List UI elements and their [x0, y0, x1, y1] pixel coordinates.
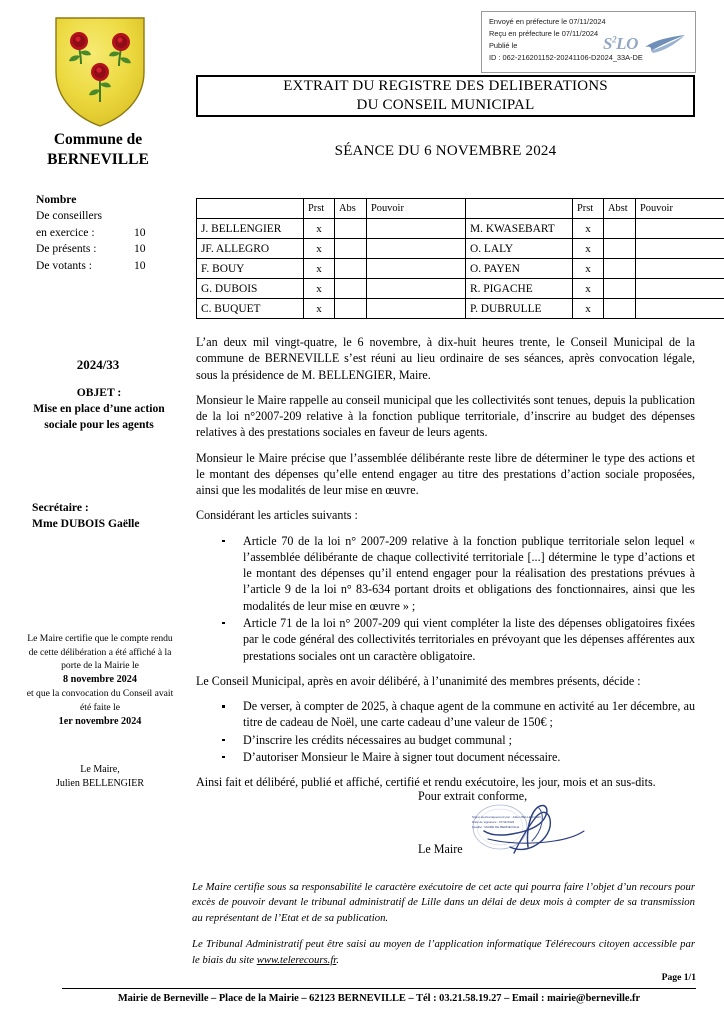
session-date-heading: SÉANCE DU 6 NOVEMBRE 2024 [334, 143, 557, 159]
nombre-row-en-exercice [36, 225, 158, 241]
cell-right-prst: x [573, 219, 604, 239]
body-paragraph-1: L’an deux mil vingt-quatre, le 6 novembre, à dix-huit heures trente, le Conseil Municipal de la commune de BERNEVILLE s’est réuni au lieu ordinaire de ses séances, après convocation légale, sous la présidence de M. BELLENGIER, Maire. [196, 335, 695, 382]
cell-left-abs [335, 239, 367, 259]
title-line-1: EXTRAIT DU REGISTRE DES DELIBERATIONS [283, 78, 608, 95]
stamp-id-line: ID : 062-216201152-20241106-D2024_33A-DE [489, 52, 643, 62]
commune-coat-of-arms [48, 14, 152, 130]
legal-paragraph-2-text: Le Tribunal Administratif peut être saisi au moyen de l’application informatique Télérecours citoyen accessible par le biais du site [192, 938, 695, 966]
table-row [197, 219, 724, 239]
nombre-heading: Nombre [36, 193, 77, 206]
col-right-abst: Abst [604, 199, 636, 219]
posting-certification-block [22, 632, 178, 729]
table-header-row [197, 199, 724, 219]
cell-right-pouvoir [636, 259, 724, 279]
commune-title: BERNEVILLE [47, 150, 149, 168]
posting-date-2: 1er novembre 2024 [58, 715, 142, 727]
document-title-box [196, 75, 695, 117]
col-left-name [197, 199, 304, 219]
commune-prefix: Commune de [53, 131, 143, 148]
cell-right-pouvoir [636, 279, 724, 299]
le-maire-label: Le Maire [418, 842, 463, 856]
title-line-2: DU CONSEIL MUNICIPAL [356, 97, 535, 113]
cell-left-prst: x [304, 219, 335, 239]
cell-right-abst [604, 219, 636, 239]
list-item: De verser, à compter de 2025, à chaque agent de la commune en activité au 1er décembre, au titre de cadeau de Noël, une carte cadeau d’une valeur de 150€ ; [196, 698, 695, 731]
posting-line-1: Le Maire certifie que le compte rendu de cette délibération a été affiché à la porte de la Mairie le [27, 633, 173, 672]
nombre-subheading: De conseillers [36, 209, 102, 223]
list-item: Article 70 de la loi n° 2007-209 relative à la fonction publique territoriale selon lequel « l’assemblée délibérante de chaque collectivité territoriale [...] détermine le type d’actions et le montant des dépenses qu’il entend engager pour la réalisation des prestations prévues à l’article 9 de la loi n° 83-634 portant droits et obligations des fonctionnaires, ainsi que les modalités de leur mise en œuvre » ; [196, 533, 695, 614]
slo-logo-s: S [603, 34, 613, 53]
table-row [197, 299, 724, 319]
cell-right-prst: x [573, 279, 604, 299]
nombre-label-votants: De votants : [36, 258, 93, 272]
nombre-value-votants: 10 [134, 258, 146, 272]
commune-name-block [0, 130, 196, 170]
objet-block [18, 385, 180, 434]
body-paragraph-2: Monsieur le Maire rappelle au conseil municipal que les collectivités sont tenues, depuis la publication de la loi n°2007-209 relative à la fonction publique territoriale, d’inscrire au budget des dépenses relatives à des prestations sociales en faveur de leurs agents. [196, 392, 695, 440]
prefecture-stamp-box [481, 11, 696, 73]
council-count-block [36, 192, 196, 274]
col-left-prst: Prst [304, 199, 335, 219]
cell-left-name: J. BELLENGIER [197, 219, 304, 239]
sidebar-mayor-label: Le Maire, [80, 764, 120, 775]
deliberation-number: 2024/33 [76, 357, 120, 372]
cell-left-prst: x [304, 279, 335, 299]
telerecours-link[interactable]: www.telerecours.fr [256, 953, 337, 966]
col-right-name [466, 199, 573, 219]
secretary-name: Mme DUBOIS Gaëlle [32, 517, 140, 531]
cell-right-pouvoir [636, 219, 724, 239]
cell-left-prst: x [304, 259, 335, 279]
footer-contact-line: Mairie de Berneville – Place de la Mairie – 62123 BERNEVILLE – Tél : 03.21.58.19.27 – Email : mairie@berneville.fr [117, 993, 641, 1004]
nombre-label-en-exercice: en exercice : [36, 225, 95, 239]
table-row [197, 279, 724, 299]
signature-area [196, 789, 695, 869]
cell-right-abst [604, 279, 636, 299]
nombre-row-presents [36, 241, 158, 257]
cell-left-pouvoir [367, 299, 466, 319]
cell-right-pouvoir [636, 299, 724, 319]
cell-left-prst: x [304, 239, 335, 259]
legal-paragraph-2-period: . [336, 953, 339, 966]
posting-line-2: et que la convocation du Conseil avait été faite le [26, 688, 174, 713]
nombre-label-presents: De présents : [36, 242, 97, 256]
objet-label: OBJET : [76, 386, 122, 399]
nombre-value-en-exercice: 10 [134, 225, 146, 239]
secretary-block [32, 500, 202, 532]
cell-right-name: O. PAYEN [466, 259, 573, 279]
cell-left-prst: x [304, 299, 335, 319]
nombre-row-votants [36, 258, 158, 274]
cell-right-name: O. LALY [466, 239, 573, 259]
col-left-abs: Abs [335, 199, 367, 219]
handwritten-signature-icon [442, 801, 602, 859]
footer-divider [62, 988, 696, 989]
table-row [197, 259, 724, 279]
body-closing: Ainsi fait et délibéré, publié et affiché, certifié et rendu exécutoire, les jour, mois et an sus-dits. [196, 775, 656, 790]
cell-left-pouvoir [367, 259, 466, 279]
sidebar-mayor-block [22, 763, 178, 791]
posting-date-1: 8 novembre 2024 [63, 673, 137, 685]
cell-left-name: G. DUBOIS [197, 279, 304, 299]
table-row [197, 239, 724, 259]
slo-logo-superscript: 2 [612, 34, 617, 45]
col-right-prst: Prst [573, 199, 604, 219]
cell-right-pouvoir [636, 239, 724, 259]
cell-left-name: JF. ALLEGRO [197, 239, 304, 259]
legal-paragraph-2 [192, 937, 695, 968]
cell-right-name: R. PIGACHE [466, 279, 573, 299]
cell-left-abs [335, 259, 367, 279]
signature-meta-line-1: Signé électroniquement par : Julien BELLENGIER [472, 815, 541, 819]
cell-left-pouvoir [367, 239, 466, 259]
cell-left-pouvoir [367, 279, 466, 299]
cell-left-abs [335, 299, 367, 319]
list-item: D’inscrire les crédits nécessaires au budget communal ; [196, 732, 695, 748]
slo-logo-lo: LO [616, 34, 639, 53]
stamp-published-line: Publié le [489, 40, 518, 50]
cell-left-pouvoir [367, 219, 466, 239]
cell-left-abs [335, 279, 367, 299]
cell-right-prst: x [573, 239, 604, 259]
secretary-label: Secrétaire : [32, 501, 89, 514]
cell-right-abst [604, 299, 636, 319]
list-item: Article 71 de la loi n° 2007-209 qui vient compléter la liste des dépenses obligatoires fixées par le code général des collectivités territoriales en prévoyant que les dépenses afférentes aux prestations sociales ont un caractère obligatoire. [196, 615, 695, 664]
page-title [283, 77, 608, 115]
objet-text: Mise en place d’une action sociale pour les agents [33, 402, 165, 432]
cell-left-abs [335, 219, 367, 239]
cell-right-prst: x [573, 299, 604, 319]
cell-right-abst [604, 239, 636, 259]
stamp-sent-line: Envoyé en préfecture le 07/11/2024 [489, 17, 606, 26]
body-paragraph-3: Monsieur le Maire précise que l’assemblée délibérante reste libre de déterminer le type des actions et le montant des dépenses qu’elle entend engager au titre des prestations d’action sociale proposées, ainsi que les modalités de leur mise en œuvre. [196, 450, 695, 498]
signature-meta-line-3: Qualité : MAIRE DE BERNEVILLE [472, 824, 520, 829]
shield-icon [48, 14, 152, 130]
legal-paragraph-1: Le Maire certifie sous sa responsabilité le caractère exécutoire de cet acte qui pourra faire l’objet d’un recours pour excès de pouvoir devant le tribunal administratif de Lille dans un délai de deux mois à compter de sa transmission au représentant de l’Etat et de sa publication. [192, 881, 695, 924]
pour-extrait-conforme-label: Pour extrait conforme, [418, 789, 528, 803]
articles-list [196, 533, 695, 664]
col-right-pouvoir: Pouvoir [636, 199, 724, 219]
deliberation-body [196, 334, 695, 799]
stamp-received-line: Reçu en préfecture le 07/11/2024 [489, 28, 599, 38]
col-left-pouvoir: Pouvoir [367, 199, 466, 219]
cell-left-name: C. BUQUET [197, 299, 304, 319]
attendance-table [196, 198, 724, 319]
cell-left-name: F. BOUY [197, 259, 304, 279]
considerant-intro: Considérant les articles suivants : [196, 508, 358, 523]
cell-right-name: M. KWASEBART [466, 219, 573, 239]
list-item: D’autoriser Monsieur le Maire à signer tout document nécessaire. [196, 749, 695, 765]
digital-signature-metadata [472, 815, 600, 829]
signature-meta-line-2: Date de signature : 07/11/2024 [472, 819, 515, 824]
cell-right-abst [604, 259, 636, 279]
decide-intro: Le Conseil Municipal, après en avoir délibéré, à l’unanimité des membres présents, décide : [196, 673, 641, 688]
cell-right-prst: x [573, 259, 604, 279]
legal-notice-block [192, 880, 695, 979]
cell-right-name: P. DUBRULLE [466, 299, 573, 319]
page-number: Page 1/1 [661, 972, 696, 983]
nombre-value-presents: 10 [134, 242, 146, 256]
sidebar-mayor-name: Julien BELLENGIER [55, 778, 145, 790]
decisions-list [196, 698, 695, 765]
